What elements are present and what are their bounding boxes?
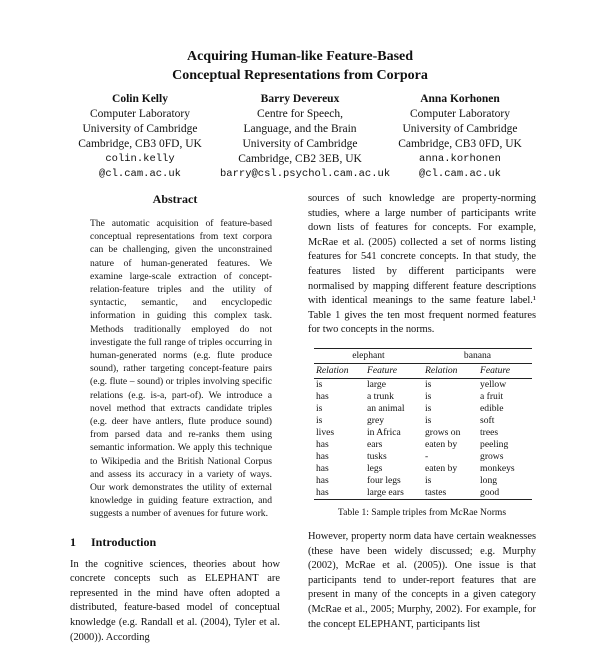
left-column bbox=[70, 192, 280, 645]
title-line-2: Conceptual Representations from Corpora bbox=[172, 68, 428, 83]
table-cell: is bbox=[316, 414, 323, 426]
table-cell: has bbox=[316, 450, 329, 462]
author-name: Colin Kelly bbox=[112, 93, 168, 105]
author-name: Barry Devereux bbox=[260, 93, 340, 105]
section-heading bbox=[70, 535, 280, 550]
title-line-1: Acquiring Human-like Feature-Based bbox=[186, 49, 414, 64]
table-cell: eaten by bbox=[424, 438, 458, 450]
intro-paragraph: In the cognitive sciences, theories about how concrete concepts such as ELEPHANT are represented in the mind have often adopted a distributed, feature-based model of conceptual knowledge (e.g. Randall et al. (2004), Tyler et al. (2000)). According bbox=[70, 558, 280, 643]
table-cell: peeling bbox=[480, 438, 509, 450]
table-cell: yellow bbox=[480, 378, 507, 390]
section-number: 1 bbox=[70, 534, 76, 549]
table-cell: is bbox=[316, 402, 323, 414]
table-cell: has bbox=[316, 438, 329, 450]
author-affiliation: University of Cambridge bbox=[402, 123, 518, 135]
table-row bbox=[314, 391, 532, 403]
table-cell: large bbox=[366, 378, 386, 390]
author-affiliation: University of Cambridge bbox=[242, 138, 358, 150]
table-cell: a trunk bbox=[366, 390, 394, 402]
table-concept-header: elephant bbox=[314, 348, 423, 363]
table-cell: edible bbox=[480, 402, 504, 414]
table-body bbox=[314, 378, 532, 499]
section-title: Introduction bbox=[91, 534, 157, 549]
table-cell: grows bbox=[480, 450, 504, 462]
author-affiliation: University of Cambridge bbox=[82, 123, 198, 135]
author-email-domain: @cl.cam.ac.uk bbox=[99, 168, 181, 180]
table-cell: large ears bbox=[365, 487, 423, 500]
author-3 bbox=[380, 92, 540, 182]
triples-table bbox=[314, 348, 532, 500]
right-column bbox=[308, 192, 536, 632]
table-cell: tastes bbox=[423, 487, 478, 500]
table-cell: lives bbox=[316, 426, 335, 438]
table-cell: has bbox=[314, 487, 365, 500]
table-cell: long bbox=[480, 474, 498, 486]
table-cell: is bbox=[424, 414, 432, 426]
table-cell: an animal bbox=[366, 402, 405, 414]
abstract-heading: Abstract bbox=[152, 192, 198, 206]
author-2 bbox=[220, 92, 391, 182]
abstract-text: The automatic acquisition of feature-based conceptual representations from text corpora can be challenging, given the unconstrained nature of human-generated features. We examine large-scale extraction of concept-relation-feature triples and the utility of syntactic, semantic, and encyclopedic information in guiding this complex task. Methods traditionally employed do not investigate the full range of triples occurring in human-generated norms (e.g. flute produce sound), rather targeting concept-feature pairs (e.g. flute – sound) or triples involving specific relations (e.g. is-a, part-of). We introduce a novel method that extracts candidate triples (e.g. deer have antlers, flute produce sound) from parsed data and re-ranks them using semantic information. We apply this technique to Wikipedia and the British National Corpus and assess its accuracy in a variety of ways. Our work demonstrates the utility of external knowledge in guiding feature extraction, and suggests a number of avenues for future work. bbox=[90, 218, 272, 520]
table-col-header: Feature bbox=[478, 363, 532, 378]
table-cell: good bbox=[478, 487, 532, 500]
table-cell: legs bbox=[366, 462, 383, 474]
table-row bbox=[314, 427, 532, 439]
table-row bbox=[314, 487, 532, 500]
author-affiliation: Computer Laboratory bbox=[410, 108, 510, 120]
table-cell: tusks bbox=[366, 450, 387, 462]
author-affiliation: Cambridge, CB3 0FD, UK bbox=[398, 138, 522, 150]
table-row bbox=[314, 403, 532, 415]
body-paragraph-1: sources of such knowledge are property-norming studies, where a large number of participants write down lists of features for concepts. For example, McRae et al. (2005) collected a set of norms listing features for 541 concrete concepts. In that study, the features listed by different participants were normalised by mapping different feature descriptions with identical meanings to the same feature label.¹ Table 1 gives the ten most frequent normed features for two concepts in the norms. bbox=[308, 193, 536, 336]
body-paragraph-2: However, property norm data have certain weaknesses (these have been widely discussed; e.g. Murphy (2002), McRae et al. (2005)). One issue is that participants tend to under-report features that are present in many of the concepts in a given category (McRae et al., 2005; Murphy, 2002). For example, for the concept ELEPHANT, participants list bbox=[308, 530, 536, 630]
author-affiliation: Computer Laboratory bbox=[90, 108, 190, 120]
author-block bbox=[60, 92, 540, 182]
author-email: anna.korhonen bbox=[419, 153, 501, 165]
table-cell: is bbox=[424, 390, 432, 402]
table-row bbox=[314, 378, 532, 391]
author-affiliation: Centre for Speech, bbox=[257, 108, 343, 120]
table-cell: four legs bbox=[366, 474, 401, 486]
table-row bbox=[314, 475, 532, 487]
table-cell: is bbox=[424, 402, 432, 414]
table-cell: in Africa bbox=[366, 426, 401, 438]
author-name: Anna Korhonen bbox=[420, 93, 500, 105]
table-row bbox=[314, 415, 532, 427]
author-affiliation: Cambridge, CB3 0FD, UK bbox=[78, 138, 202, 150]
table-cell: grows on bbox=[424, 426, 461, 438]
author-1 bbox=[60, 92, 220, 182]
table-cell: ears bbox=[366, 438, 383, 450]
table-cell: is bbox=[424, 378, 432, 390]
table-caption: Table 1: Sample triples from McRae Norms bbox=[337, 506, 507, 518]
author-email: barry@csl.psychol.cam.ac.uk bbox=[220, 168, 391, 180]
author-email: colin.kelly bbox=[105, 153, 175, 165]
table-cell: soft bbox=[480, 414, 495, 426]
table-cell: trees bbox=[480, 426, 499, 438]
table-cell: is bbox=[424, 474, 432, 486]
table-cell: has bbox=[316, 390, 329, 402]
table-cell: has bbox=[316, 474, 329, 486]
table-row bbox=[314, 439, 532, 451]
table-row bbox=[314, 451, 532, 463]
author-affiliation: Language, and the Brain bbox=[243, 123, 357, 135]
table-cell: - bbox=[424, 450, 429, 462]
table-col-header: Feature bbox=[365, 363, 423, 378]
table-cell: eaten by bbox=[424, 462, 458, 474]
table-cell: has bbox=[316, 462, 329, 474]
paper-title bbox=[0, 47, 600, 85]
table-col-header: Relation bbox=[423, 363, 478, 378]
author-affiliation: Cambridge, CB2 3EB, UK bbox=[238, 153, 362, 165]
table-cell: grey bbox=[366, 414, 384, 426]
table-cell: is bbox=[316, 378, 323, 390]
table-col-header: Relation bbox=[314, 363, 365, 378]
table-cell: monkeys bbox=[480, 462, 515, 474]
author-email-domain: @cl.cam.ac.uk bbox=[419, 168, 501, 180]
table-row bbox=[314, 463, 532, 475]
table-concept-header: banana bbox=[423, 348, 532, 363]
table-cell: a fruit bbox=[480, 390, 504, 402]
